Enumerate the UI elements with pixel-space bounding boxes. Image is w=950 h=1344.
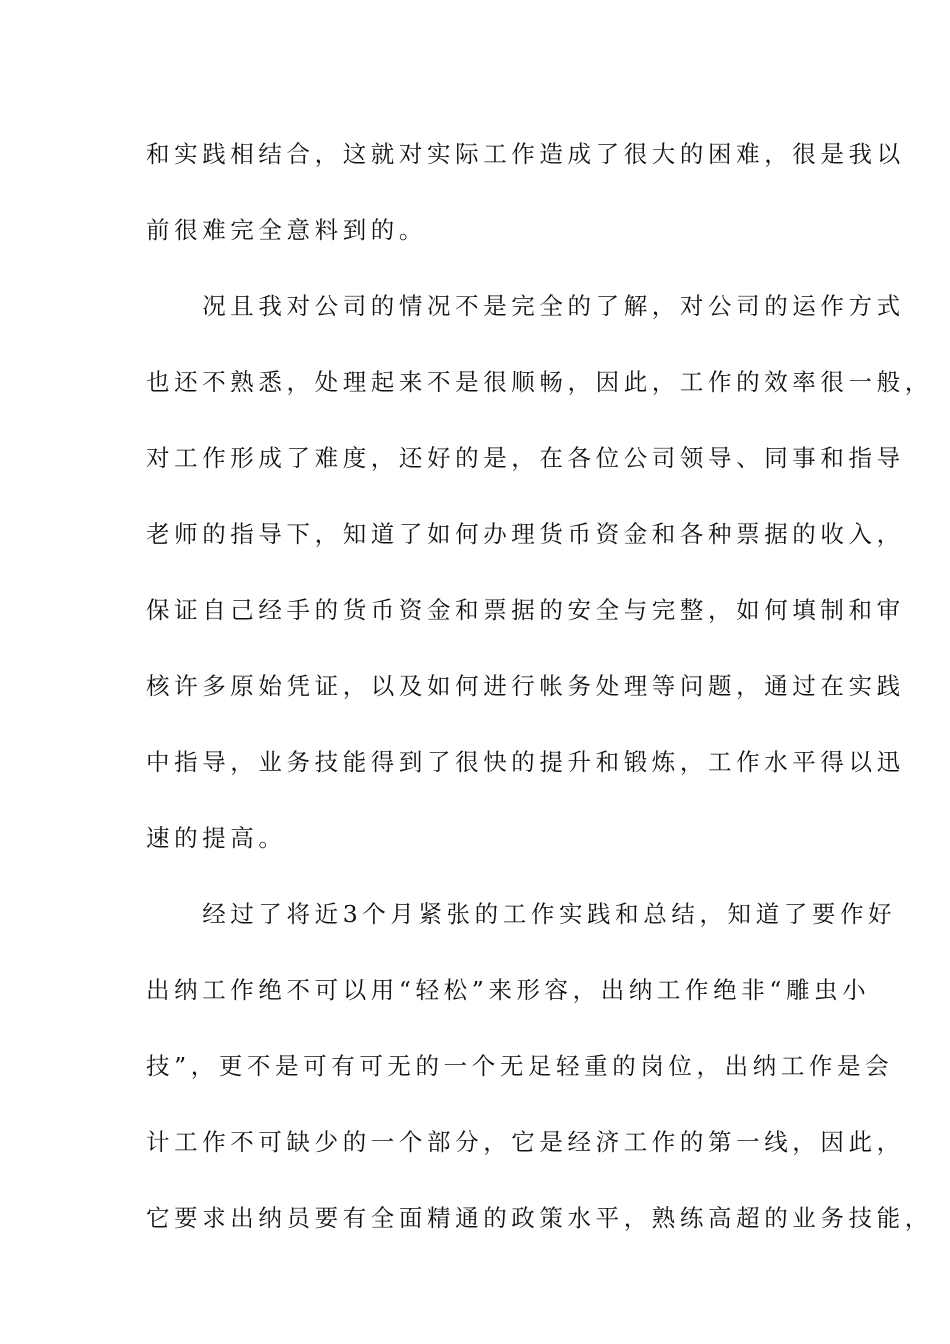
text-line: 中指导，业务技能得到了很快的提升和锻炼，工作水平得以迅	[146, 748, 905, 776]
text-line: 保证自己经手的货币资金和票据的安全与完整，如何填制和审	[146, 596, 905, 624]
text-line: 也还不熟悉，处理起来不是很顺畅，因此，工作的效率很一般，	[146, 368, 933, 396]
text-line: 核许多原始凭证，以及如何进行帐务处理等问题，通过在实践	[146, 672, 905, 700]
text-line: 前很难完全意料到的。	[146, 216, 427, 244]
text-line: 计工作不可缺少的一个部分，它是经济工作的第一线，因此，	[146, 1128, 905, 1156]
text-line: 出纳工作绝不可以用“轻松”来形容，出纳工作绝非“雕虫小	[146, 976, 871, 1004]
text-line: 速的提高。	[146, 824, 287, 852]
text-line: 技”，更不是可有可无的一个无足轻重的岗位，出纳工作是会	[146, 1052, 894, 1080]
text-line: 对工作形成了难度，还好的是，在各位公司领导、同事和指导	[146, 444, 905, 472]
text-line: 和实践相结合，这就对实际工作造成了很大的困难，很是我以	[146, 140, 905, 168]
text-line: 况且我对公司的情况不是完全的了解，对公司的运作方式	[146, 292, 905, 320]
text-line: 经过了将近3个月紧张的工作实践和总结，知道了要作好	[146, 900, 897, 928]
text-line: 它要求出纳员要有全面精通的政策水平，熟练高超的业务技能，	[146, 1204, 933, 1232]
text-line: 老师的指导下，知道了如何办理货币资金和各种票据的收入，	[146, 520, 905, 548]
